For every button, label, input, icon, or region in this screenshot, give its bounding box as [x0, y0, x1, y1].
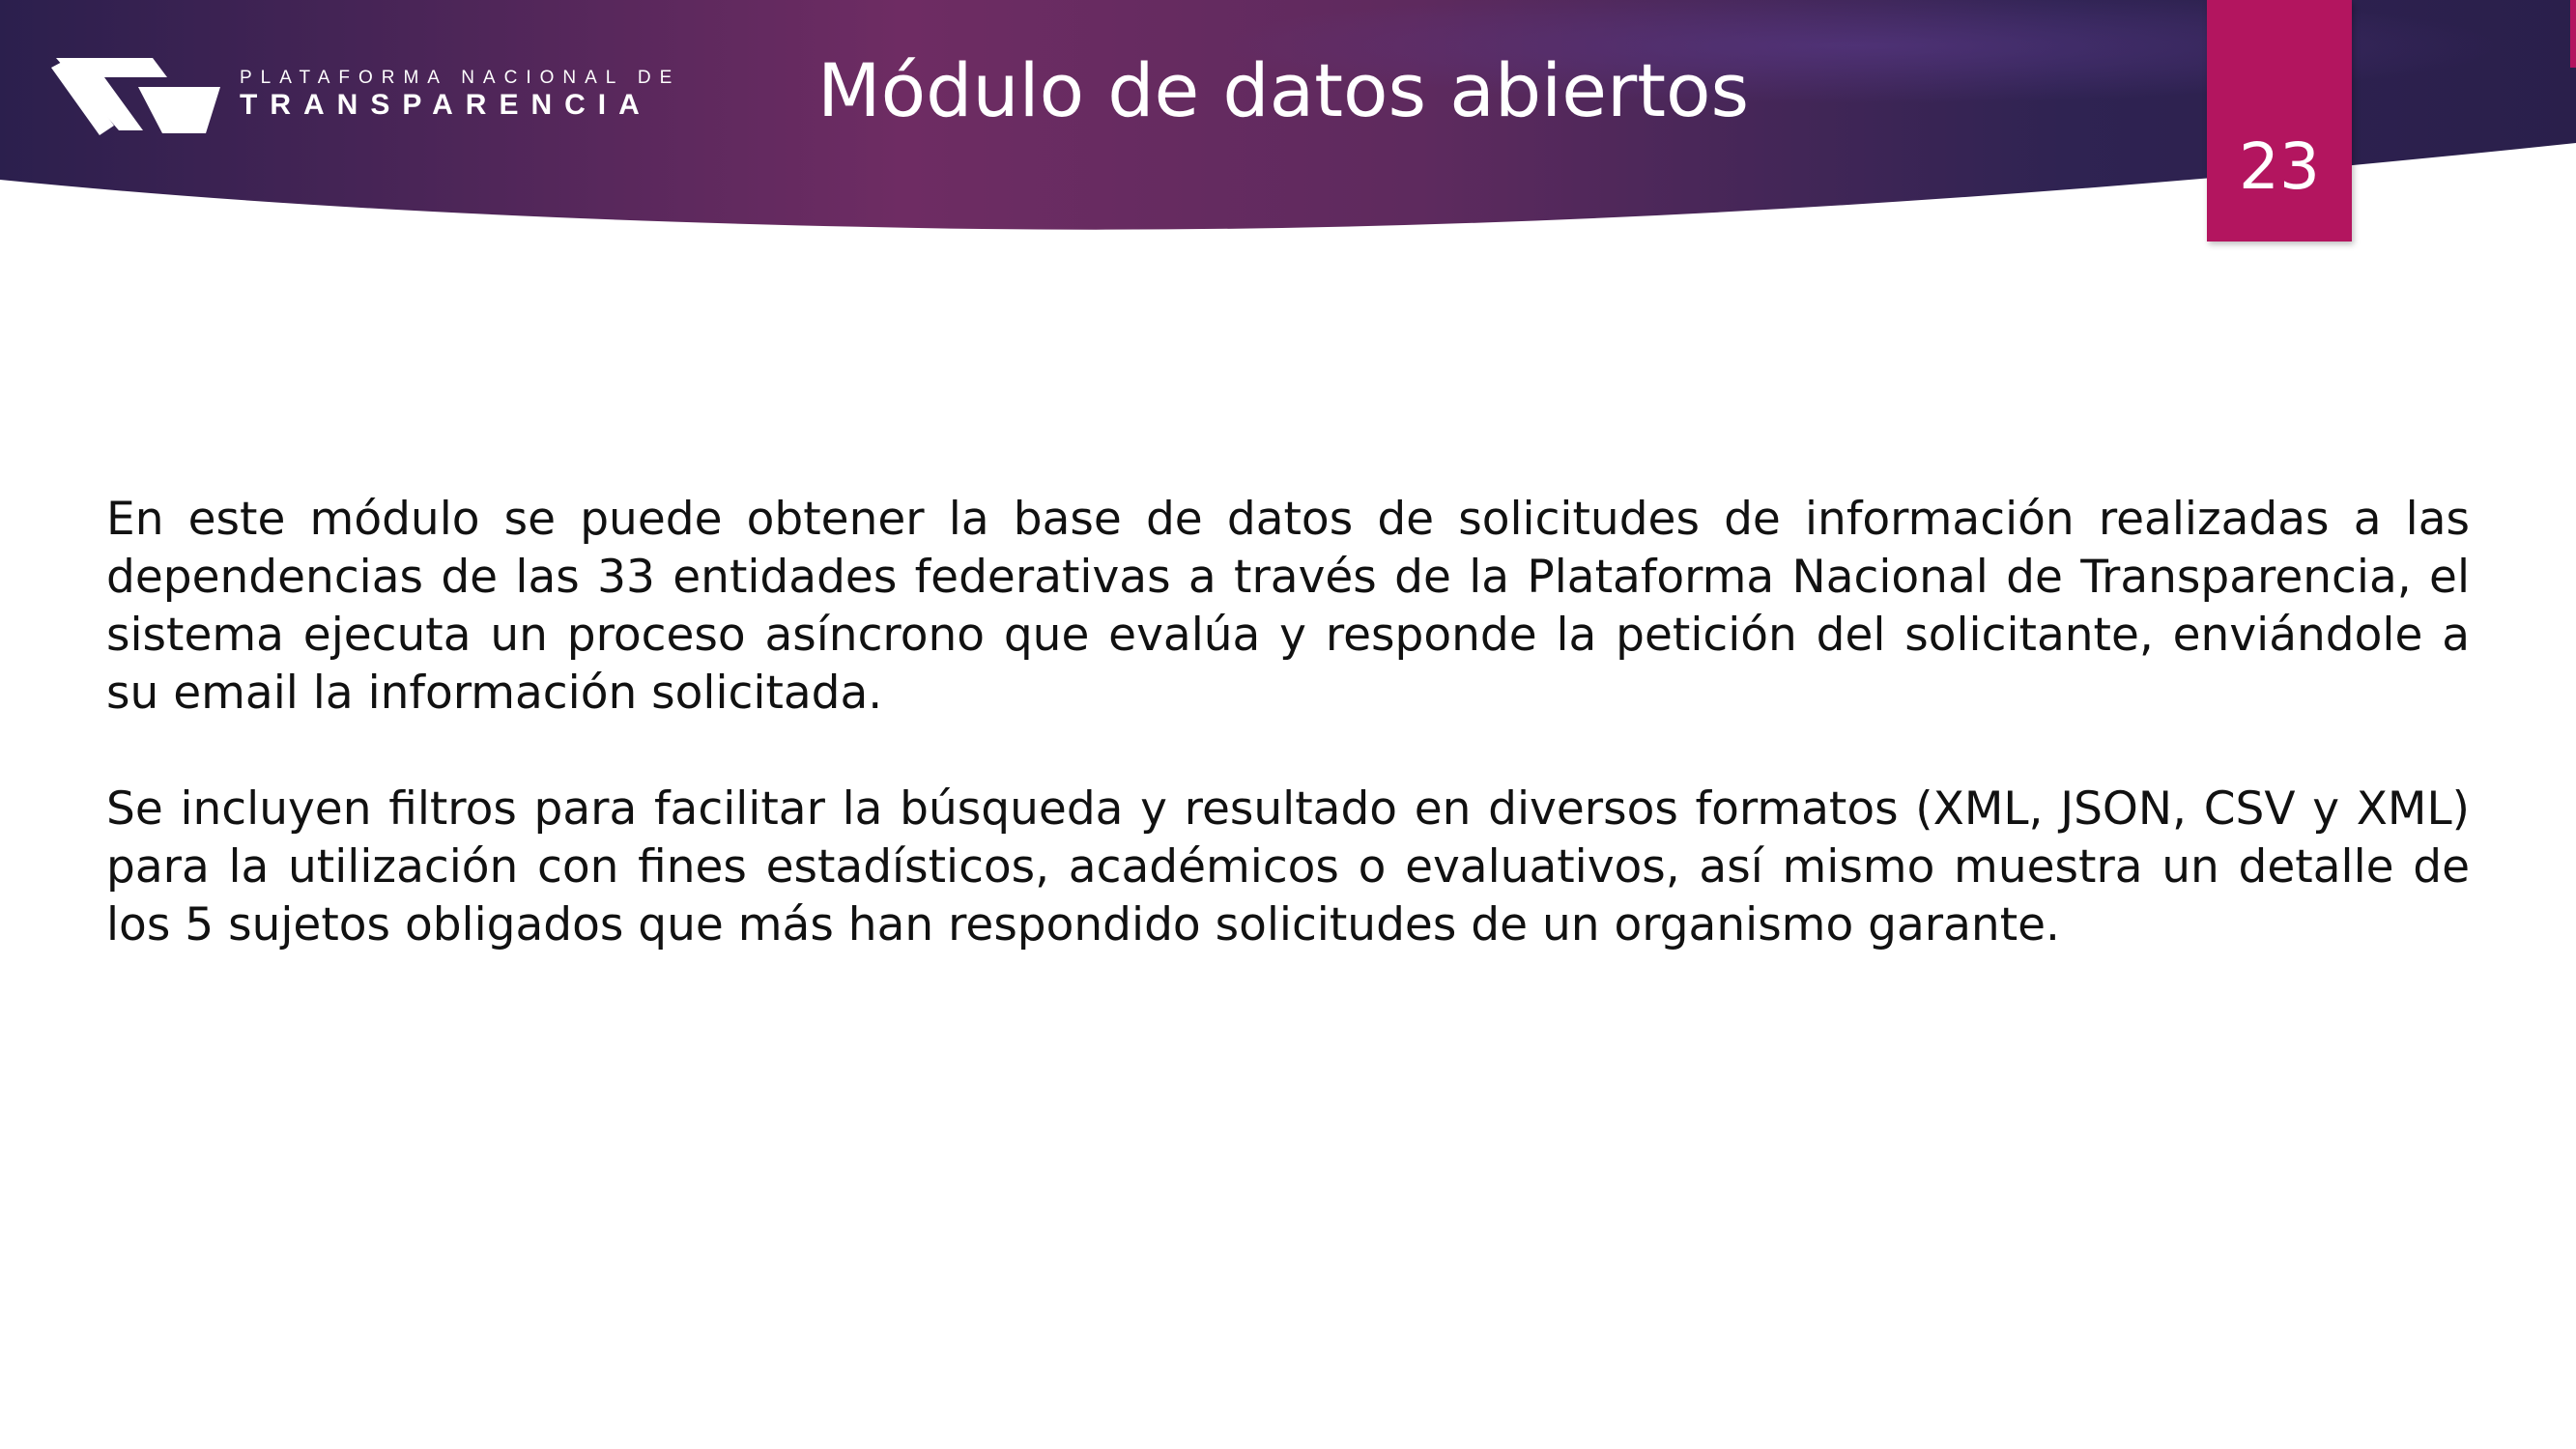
logo-text-main: TRANSPARENCIA: [240, 89, 652, 121]
page-number: 23: [2239, 129, 2320, 204]
logo: [46, 48, 684, 145]
body-text: [106, 491, 2470, 954]
logo-mark-icon: [46, 48, 240, 145]
paragraph-intro: En este módulo se puede obtener la base de datos de solicitudes de información realizadas a las dependencias de las 33 entidades federativas a través de la Plataforma Nacional de Transparencia, el sistema ejecuta un proceso asíncrono que evalúa y responde la petición del solicitante, enviándole a su email la información solicitada.: [106, 493, 2470, 720]
paragraph-filters: Se incluyen filtros para facilitar la búsqueda y resultado en diversos formatos (XML, JSON, CSV y XML) para la utilización con fines estadísticos, académicos o evaluativos, así mismo muestra un detalle de los 5 sujetos obligados que más han respondido solicitudes de un organismo garante.: [106, 782, 2470, 952]
logo-text-top: PLATAFORMA NACIONAL DE: [240, 68, 681, 88]
page-number-box: [2207, 0, 2352, 242]
corner-accent: [2570, 0, 2576, 68]
slide-title: Módulo de datos abiertos: [817, 47, 1750, 133]
